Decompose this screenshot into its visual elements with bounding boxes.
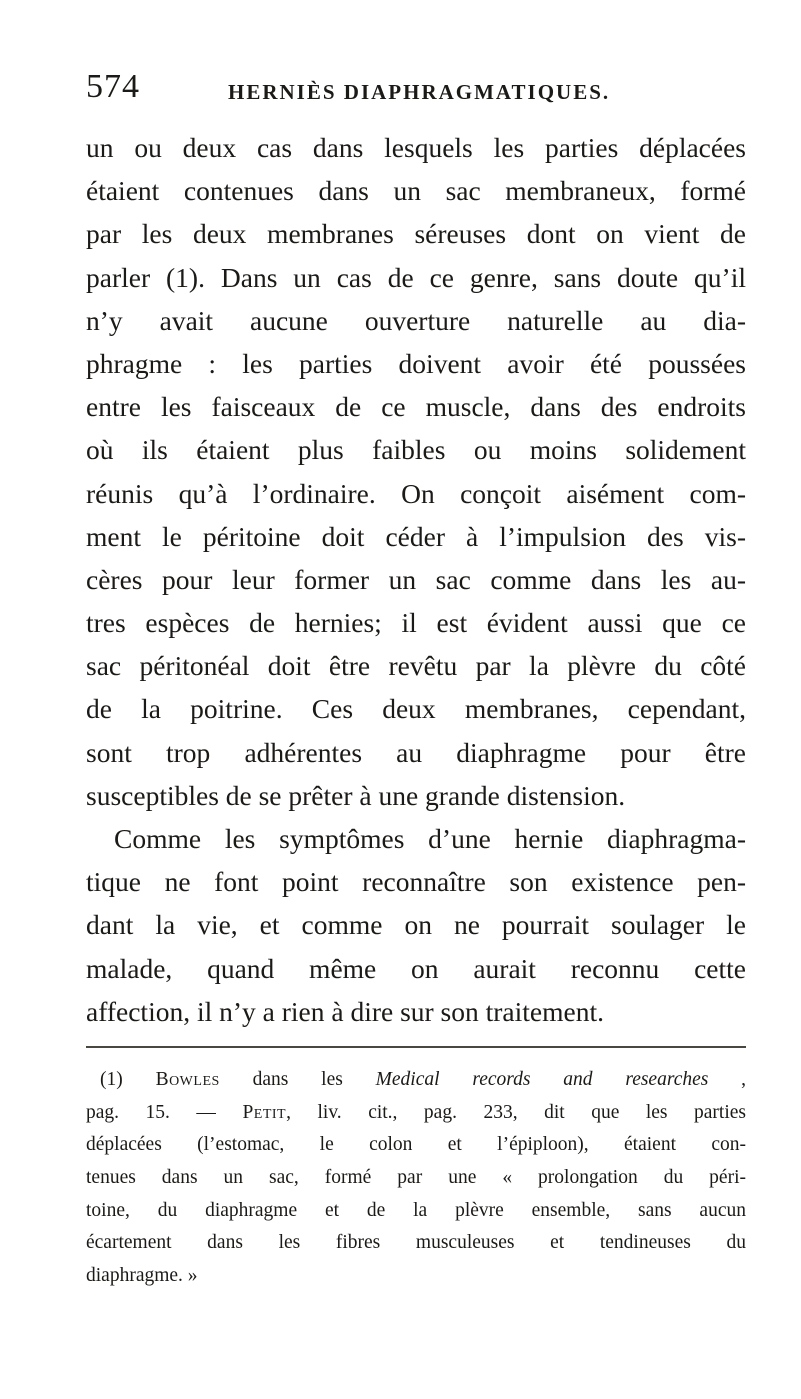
text-line: Comme les symptômes d’une hernie diaphragma- <box>114 823 746 854</box>
text-line: n’y avait aucune ouverture naturelle au dia- <box>86 304 746 336</box>
text-line: cères pour leur former un sac comme dans les au- <box>86 563 746 595</box>
text-line: entre les faisceaux de ce muscle, dans des endroits <box>86 391 746 423</box>
footnote-work-title: Medical records and researches <box>375 1069 709 1090</box>
footnote-text: , <box>741 1069 747 1090</box>
text-line: dant la vie, et comme on ne pourrait soulager le <box>86 909 746 941</box>
text-line: sac péritonéal doit être revêtu par la plèvre du côté <box>86 650 746 682</box>
text-line: ment le péritoine doit céder à l’impulsion des vis- <box>86 520 746 552</box>
footnote-text: dans les <box>252 1069 343 1090</box>
running-title: HERNIÈS DIAPHRAGMATIQUES. <box>228 80 611 104</box>
text-line: tres espèces de hernies; il est évident aussi que ce <box>86 607 746 639</box>
text-line: tique ne font point reconnaître son existence pen- <box>86 866 746 898</box>
text-line: affection, il n’y a rien à dire sur son traitement. <box>86 995 604 1027</box>
footnote-text: pag. 15. — <box>86 1101 216 1123</box>
text-line: par les deux membranes séreuses dont on vient de <box>86 218 746 250</box>
text-line: parler (1). Dans un cas de ce genre, sans doute qu’il <box>86 261 746 293</box>
footnote-text: , liv. cit., pag. 233, dit que les parties <box>286 1101 746 1123</box>
text-line: de la poitrine. Ces deux membranes, cependant, <box>86 693 746 725</box>
main-text <box>86 126 746 1033</box>
footnote-line: toine, du diaphragme et de la plèvre ensemble, sans aucun <box>86 1199 746 1221</box>
text-line: un ou deux cas dans lesquels les parties déplacées <box>86 132 746 163</box>
footnote-line <box>86 1097 746 1130</box>
text-line: phragme : les parties doivent avoir été poussées <box>86 347 746 379</box>
footnote-line: écartement dans les fibres musculeuses et tendineuses du <box>86 1232 746 1254</box>
footnote-author: Bowles <box>155 1069 220 1090</box>
page-header <box>86 68 746 118</box>
text-line: étaient contenues dans un sac membraneux, formé <box>86 175 746 207</box>
footnote-divider <box>86 1046 746 1048</box>
page-number: 574 <box>86 68 140 105</box>
text-line: où ils étaient plus faibles ou moins solidement <box>86 434 746 466</box>
footnote-line: tenues dans un sac, formé par une « prolongation du péri- <box>86 1167 746 1189</box>
footnote-author: Petit <box>242 1101 287 1123</box>
text-line: réunis qu’à l’ordinaire. On conçoit aisément com- <box>86 477 746 509</box>
footnote-line: déplacées (l’estomac, le colon et l’épiploon), étaient con- <box>86 1134 746 1156</box>
footnote-line: diaphragme. » <box>86 1265 198 1287</box>
footnote <box>86 1064 746 1293</box>
text-line: malade, quand même on aurait reconnu cette <box>86 952 746 984</box>
text-line: sont trop adhérentes au diaphragme pour être <box>86 736 746 768</box>
footnote-line <box>86 1064 746 1097</box>
text-line: susceptibles de se prêter à une grande distension. <box>86 779 626 811</box>
footnote-marker: (1) <box>100 1069 123 1090</box>
